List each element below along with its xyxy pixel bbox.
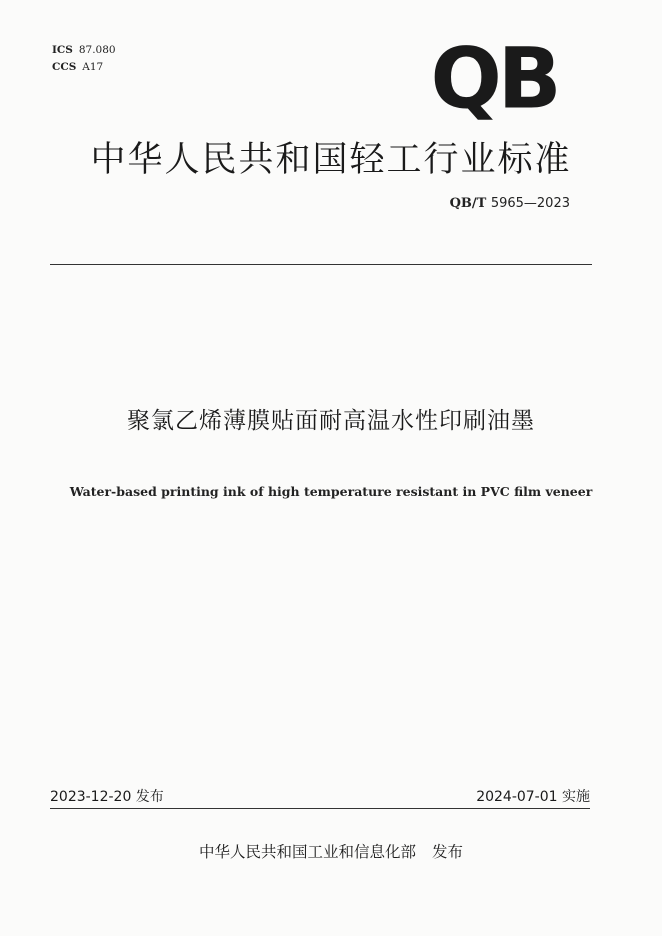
ccs-value: A17: [82, 61, 104, 73]
standard-number-prefix: QB/T: [449, 196, 487, 211]
issue-date: 2023-12-20 发布: [50, 789, 164, 805]
ics-code-row: [52, 42, 116, 59]
ccs-code-row: [52, 59, 116, 76]
ccs-label: CCS: [52, 61, 77, 73]
bottom-divider: [50, 808, 590, 809]
qb-logo: QB: [430, 29, 558, 127]
document-title-chinese: 聚氯乙烯薄膜贴面耐高温水性印刷油墨: [127, 408, 535, 434]
ics-value: 87.080: [78, 44, 116, 56]
top-divider: [50, 264, 592, 265]
standard-number-value: 5965—2023: [490, 196, 570, 211]
standard-number: [450, 196, 570, 211]
classification-codes: [52, 42, 116, 76]
effective-date: 2024-07-01 实施: [476, 789, 590, 805]
standard-category-title: 中华人民共和国轻工行业标准: [90, 140, 572, 180]
issuing-authority: [150, 840, 512, 862]
document-title-english: Water-based printing ink of high temperature resistant in PVC film veneer: [69, 484, 593, 499]
ics-label: ICS: [52, 44, 73, 56]
issuer-action: 发布: [432, 843, 464, 861]
issuer-organization: 中华人民共和国工业和信息化部: [198, 843, 416, 861]
